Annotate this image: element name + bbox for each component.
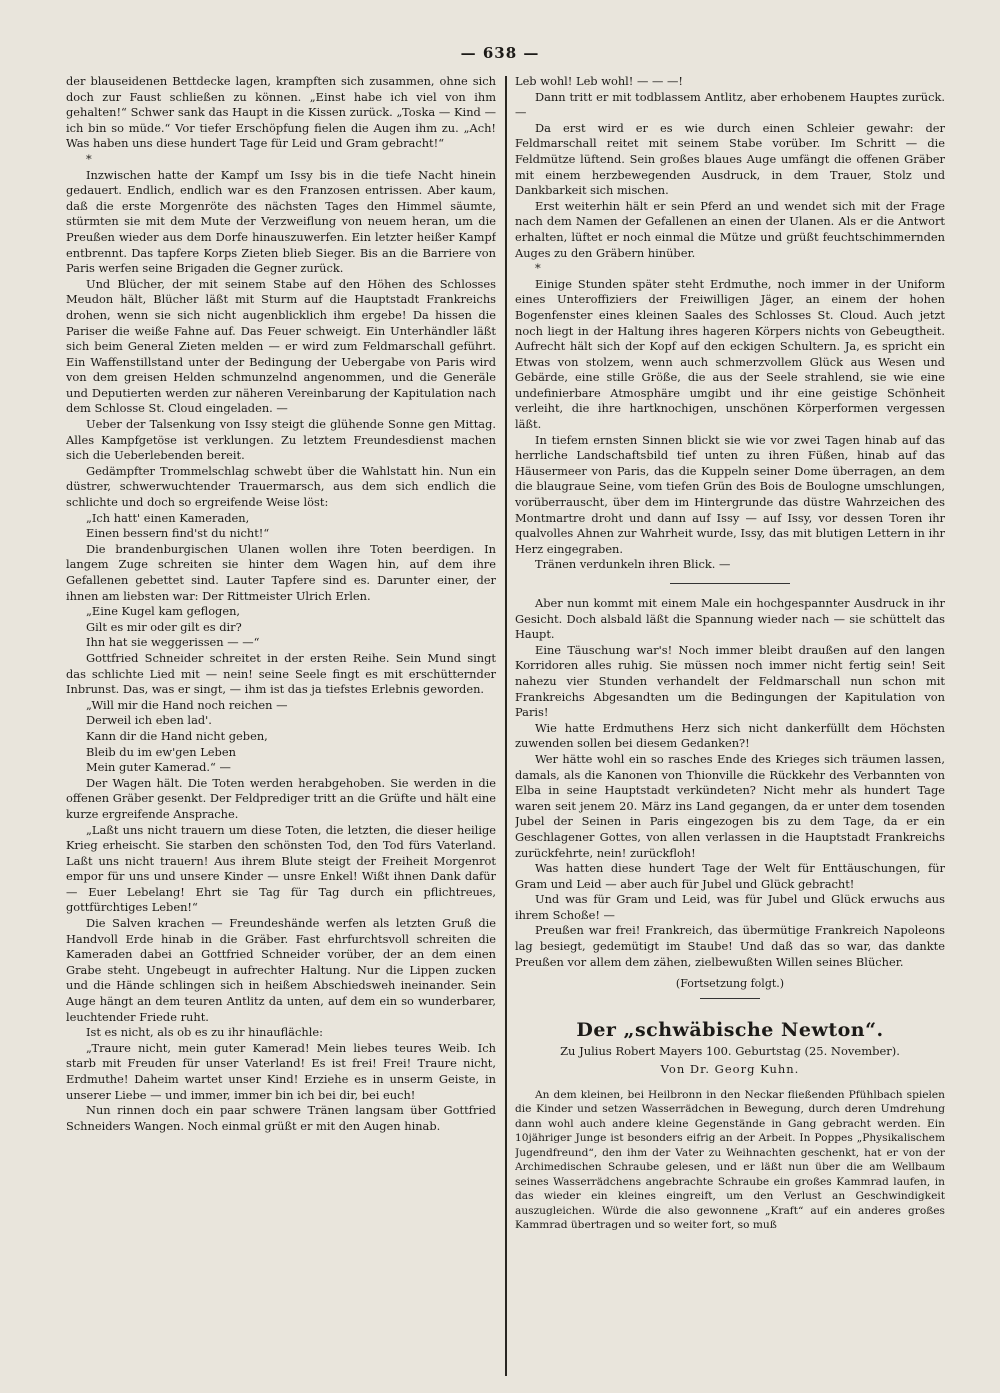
verse-line: Gilt es mir oder gilt es dir? <box>86 619 242 634</box>
paragraph: Was hatten diese hundert Tage der Welt für Enttäuschungen, für Gram und Leid — aber auch für Jubel und Glück gebracht! <box>515 861 945 891</box>
column-divider <box>505 76 507 1376</box>
verse-line: „Will mir die Hand noch reichen — <box>86 697 288 712</box>
verse-line: „Eine Kugel kam geflogen, <box>86 604 241 619</box>
paragraph: Gedämpfter Trommelschlag schwebt über die Wahlstatt hin. Nun ein düstrer, schwerwuchtender Trauermarsch, aus dem sich endlich die schlichte und doch so ergreifende Weise löst: <box>66 463 496 510</box>
verse-line: Einen bessern find'st du nicht!“ <box>86 526 270 541</box>
paragraph: Wie hatte Erdmuthens Herz sich nicht dankerfüllt dem Höchsten zuwenden sollen bei diesem Gedanken?! <box>515 720 945 751</box>
section-separator: * <box>535 261 541 276</box>
paragraph: Dann tritt er mit todblassem Antlitz, aber erhobenem Hauptes zurück. — <box>515 89 945 120</box>
paragraph: Gottfried Schneider schreitet in der ersten Reihe. Sein Mund singt das schlichte Lied mit — nein! seine Seele fingt es mit erschütternder Inbrunst. Das, was er singt, — ihm ist das ja tiefstes Erlebnis geworden. <box>66 650 496 697</box>
verse-line: Bleib du im ew'gen Leben <box>86 744 236 759</box>
paragraph: Aber nun kommt mit einem Male ein hochgespannter Ausdruck in ihr Gesicht. Doch alsbald läßt die Spannung wieder nach — sie schüttelt das Haupt. <box>515 596 945 642</box>
paragraph: Ueber der Talsenkung von Issy steigt die glühende Sonne gen Mittag. Alles Kampfgetöse ist verklungen. Zu letztem Freundesdienst machen sich die Ueberlebenden bereit. <box>66 417 496 463</box>
article-headline: Der „schwäbische Newton“. <box>576 1018 884 1041</box>
page-number: — 638 — <box>460 44 540 62</box>
paragraph: Da erst wird er es wie durch einen Schleier gewahr: der Feldmarschall reitet mit seinem Stabe vorüber. Im Schritt — die Feldmütze lüftend. Sein großes blaues Auge umfängt die offenen Gräber mit einem herzbewegenden Ausdruck, in dem Trauer, Stolz und Dankbarkeit sich mischen. <box>515 120 945 198</box>
article-author: Von Dr. Georg Kuhn. <box>660 1062 800 1077</box>
paragraph: Erst weiterhin hält er sein Pferd an und wendet sich mit der Frage nach dem Namen der Gefallenen an einen der Ulanen. Als er die Antwort erhalten, lüftet er noch einmal die Mütze und grüßt feuchtschimmernden Auges zu den Gräbern hinüber. <box>515 198 945 260</box>
paragraph: In tiefem ernsten Sinnen blickt sie wie vor zwei Tagen hinab auf das herrliche Landschaftsbild tief unten zu ihren Füßen, hinab auf das Häusermeer von Paris, das die Kuppeln seiner Dome überragen, an dem die blaugraue Seine, vom tiefen Grün des Bois de Boulogne umschlungen, vorüberrauscht, über dem im Hintergrunde das düstre Wahrzeichen des Montmartre droht und dann auf Issy — auf Issy, vor dessen Toren ihr qualvolles Ahnen zur Wahrheit wurde, Issy, das mit blutigen Lettern in ihr Herz eingegraben. <box>515 432 945 556</box>
right-column <box>515 74 945 1364</box>
article-subtitle: Zu Julius Robert Mayers 100. Geburtstag (25. November). <box>560 1044 900 1059</box>
paragraph: Die Salven krachen — Freundeshände werfen als letzten Gruß die Handvoll Erde hinab in die Gräber. Fast ehrfurchtsvoll schreiten die Kameraden dabei an Gottfried Schneider vorüber, der an dem einen Grabe steht. Ungebeugt in aufrechter Haltung. Nur die Lippen zucken und die Hände schlingen sich in heißem Abschiedsweh ineinander. Sein Auge hängt an dem teuren Antlitz da unten, auf dem ein so wunderbarer, leuchtender Friede ruht. <box>66 916 496 1024</box>
paragraph: Inzwischen hatte der Kampf um Issy bis in die tiefe Nacht hinein gedauert. Endlich, endlich war es den Franzosen entrissen. Aber kaum, daß die erste Morgenröte des nächsten Tages den Himmel säumte, stürmten sie mit dem Mute der Verzweiflung von neuem heran, um die Preußen wieder aus dem Dorfe hinauszuwerfen. Ein letzter heißer Kampf entbrennt. Das tapfere Korps Zieten blieb Sieger. Bis an die Barriere von Paris werfen seine Brigaden die Gegner zurück. <box>66 167 496 276</box>
paragraph: Ist es nicht, als ob es zu ihr hinauflächle: <box>86 1025 323 1040</box>
paragraph: Preußen war frei! Frankreich, das übermütige Frankreich Napoleons lag besiegt, gedemütigt im Staube! Und daß das so war, das dankte Preußen vor allem dem zähen, zielbewußten Willen seines Blücher. <box>515 923 945 969</box>
paragraph: Einige Stunden später steht Erdmuthe, noch immer in der Uniform eines Unteroffiziers der Freiwilligen Jäger, an einem der hohen Bogenfenster eines kleinen Saales des Schlosses St. Cloud. Auch jetzt noch liegt in der Haltung ihres hageren Körpers nichts von Gebeugtheit. Aufrecht hält sich der Kopf auf den eckigen Schultern. Ja, es spricht ein Etwas von stolzem, wenn auch schmerzvollem Glück aus Wesen und Gebärde, eine stille Größe, die aus der Seele strahlend, sie wie eine undefinierbare Atmosphäre umgibt und ihr eine geistige Schönheit verleiht, die ihre hartknochigen, unschönen Körperformen vergessen läßt. <box>515 276 945 432</box>
paragraph: Eine Täuschung war's! Noch immer bleibt draußen auf den langen Korridoren alles ruhig. Sie müssen noch immer nicht fertig sein! Seit nahezu vier Stunden verhandelt der Feldmarschall nun schon mit Frankreichs Abgesandten um die Bedingungen der Kapitulation von Paris! <box>515 642 945 720</box>
horizontal-rule <box>670 583 790 584</box>
verse-line: Ihn hat sie weggerissen — —“ <box>86 635 260 650</box>
paragraph: Der Wagen hält. Die Toten werden herabgehoben. Sie werden in die offenen Gräber gesenkt. Der Feldprediger tritt an die Grüfte und hält eine kurze ergreifende Ansprache. <box>66 775 496 821</box>
left-column <box>66 74 496 1364</box>
paragraph: Und was für Gram und Leid, was für Jubel und Glück erwuchs aus ihrem Schoße! — <box>515 892 945 922</box>
section-separator: * <box>86 151 92 166</box>
verse-line: Derweil ich eben lad'. <box>86 713 212 728</box>
horizontal-rule <box>700 998 760 999</box>
paragraph: „Laßt uns nicht trauern um diese Toten, die letzten, die dieser heilige Krieg erheischt. Sie starben den schönsten Tod, den Tod fürs Vaterland. Laßt uns nicht trauern! Aus ihrem Blute steigt der Freiheit Morgenrot empor für uns und unsere Kinder — unsre Enkel! Wißt ihnen Dank dafür — Euer Lebelang! Ehrt sie Tag für Tag durch ein pflichtreues, gottfürchtiges Leben!“ <box>66 822 496 915</box>
paragraph: Die brandenburgischen Ulanen wollen ihre Toten beerdigen. In langem Zuge schreiten sie hinter dem Wagen hin, auf dem ihre Gefallenen gebettet sind. Lauter Tapfere sind es. Darunter einer, der ihnen am liebsten war: Der Rittmeister Ulrich Erlen. <box>66 541 496 603</box>
verse-line: Mein guter Kamerad.“ — <box>86 760 231 775</box>
verse-line: „Ich hatt' einen Kameraden, <box>86 510 250 525</box>
paragraph: Leb wohl! Leb wohl! — — —! <box>515 74 683 88</box>
verse-line: Kann dir die Hand nicht geben, <box>86 728 268 743</box>
paragraph: An dem kleinen, bei Heilbronn in den Neckar fließenden Pfühlbach spielen die Kinder und setzen Wasserrädchen in Bewegung, durch deren Umdrehung dann wohl auch andere kleine Gegenstände in Gang gebracht werden. Ein 10jähriger Junge ist besonders eifrig an der Arbeit. In Poppes „Physikalischem Jugendfreund“, den ihm der Vater zu Weihnachten geschenkt, hat er von der Archimedischen Schraube gelesen, und er läßt nun über die am Wellbaum seines Wasserrädchens angebrachte Schraube ein großes Kammrad laufen, in das wieder ein kleines eingreift, um den Verlust an Geschwindigkeit auszugleichen. Würde die also gewonnene „Kraft“ auf ein anderes großes Kammrad übertragen und so weiter fort, so muß <box>515 1088 945 1232</box>
paragraph: Wer hätte wohl ein so rasches Ende des Krieges sich träumen lassen, damals, als die Kanonen von Thionville die Rückkehr des Verbannten von Elba in seine Hauptstadt verkündeten? Nicht mehr als hundert Tage waren seit jenem 20. März ins Land gegangen, da er unter dem tosenden Jubel der Seinen in Paris eingezogen bis zu dem Tage, da er ein Geschlagener Gottes, von allen verlassen in die Hauptstadt Frankreichs zurückfehrte, nein! zurückfloh! <box>515 751 945 860</box>
paragraph: der blauseidenen Bettdecke lagen, krampften sich zusammen, ohne sich doch zur Faust schließen zu können. „Einst habe ich viel von ihm gehalten!“ Schwer sank das Haupt in die Kissen zurück. „Toska — Kind — ich bin so müde.“ Vor tiefer Erschöpfung fielen die Augen ihm zu. „Ach! Was haben uns diese hundert Tage für Leid und Gram gebracht!“ <box>66 74 496 151</box>
paragraph: Tränen verdunkeln ihren Blick. — <box>535 557 731 572</box>
article-body <box>515 1088 945 1233</box>
paragraph: Und Blücher, der mit seinem Stabe auf den Höhen des Schlosses Meudon hält, Blücher läßt mit Sturm auf die Hauptstadt Frankreichs drohen, wenn sie sich nicht augenblicklich ihm ergebe! Da hissen die Pariser die weiße Fahne auf. Das Feuer schweigt. Ein Unterhändler läßt sich beim General Zieten melden — er wird zum Feldmarschall geführt. Ein Waffenstillstand unter der Bedingung der Uebergabe von Paris wird von dem greisen Helden schmunzelnd angenommen, und die Generäle und Deputierten werden zur näheren Vereinbarung der Kapitulation nach dem Schlosse St. Cloud eingeladen. — <box>66 276 496 416</box>
continuation-note: (Fortsetzung folgt.) <box>675 977 785 991</box>
paragraph: Nun rinnen doch ein paar schwere Tränen langsam über Gottfried Schneiders Wangen. Noch einmal grüßt er mit den Augen hinab. <box>66 1103 496 1133</box>
paragraph: „Traure nicht, mein guter Kamerad! Mein liebes teures Weib. Ich starb mit Freuden für unser Vaterland! Es ist frei! Frei! Traure nicht, Erdmuthe! Daheim wartet unser Kind! Erziehe es in unserm Geiste, in unserer Liebe — und immer, immer bin ich bei dir, bei euch! <box>66 1040 496 1102</box>
